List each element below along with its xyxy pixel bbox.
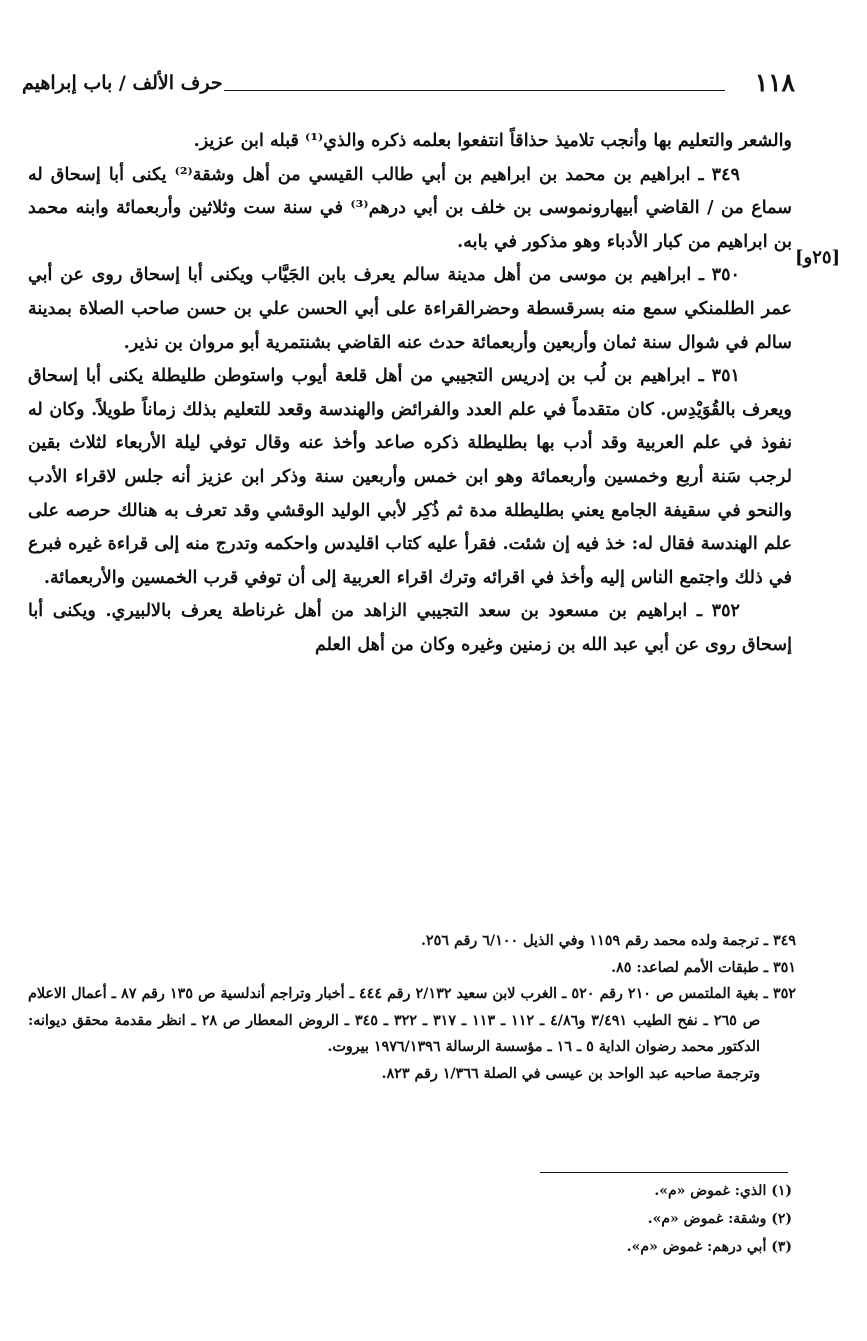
page-number: ١١٨: [754, 68, 795, 97]
entry-350: ٣٥٠ ـ ابراهيم بن موسى من أهل مدينة سالم يعرف بابن الجَيَّاب ويكنى أبا إسحاق روى عن أبي عمر الطلمنكي سمع منه بسرقسطة وحضرالقراءة على أبي الحسن علي بن حسن صاحب الصلاة بمدينة سالم في شوال سنة ثمان وأربعين وأربعمائة حدث عنه القاضي بشنتمرية أبو مروان بن نذير.: [28, 264, 792, 353]
running-title: حرف الألف / باب إبراهيم: [22, 72, 223, 94]
reference-352: ٣٥٢ ـ بغية الملتمس ص ٢١٠ رقم ٥٢٠ ـ الغرب لابن سعيد ٢/١٣٢ رقم ٤٤٤ ـ أخبار وتراجم أندلسية ص ١٣٥ رقم ٨٧ ـ أعمال الاعلام ص ٢٦٥ ـ نفح الطيب ٣/٤٩١ و٤/٨٦ ـ ١١٢ ـ ١١٣ ـ ٣١٧ ـ ٣٢٢ ـ ٣٤٥ ـ الروض المعطار ص ٢٨ ـ انظر مقدمة محقق ديوانه: الدكتور محمد رضوان الداية ٥ ـ ١٦ ـ مؤسسة الرسالة ١٩٧٦/١٣٩٦ بيروت.: [28, 986, 796, 1055]
footnote-3: (٣) أبي درهم: غموض «م».: [626, 1239, 792, 1255]
footnotes: [400, 1177, 792, 1261]
entry-349: ٣٤٩ ـ ابراهيم بن محمد بن ابراهيم بن أبي طالب القيسي من أهل وشقة⁽²⁾ يكنى أبا إسحاق له سماع من / القاضي أبيهارونموسى بن خلف بن أبي درهم⁽³⁾ في سنة ست وثلاثين وأربعمائة وابنه محمد بن ابراهيم من كبار الأدباء وهو مذكور في بابه.: [28, 163, 792, 252]
margin-folio-note: [٢٥و]: [795, 247, 841, 268]
reference-349: ٣٤٩ ـ ترجمة ولده محمد رقم ١١٥٩ وفي الذيل ٦/١٠٠ رقم ٢٥٦.: [420, 933, 796, 949]
reference-351: ٣٥١ ـ طبقات الأمم لصاعد: ٨٥.: [611, 959, 796, 976]
footnotes-rule: [540, 1172, 788, 1173]
paragraph-continuation: والشعر والتعليم بها وأنجب تلاميذ حذاقاً انتفعوا بعلمه ذكره والذي⁽¹⁾ قبله ابن عزيز.: [193, 130, 792, 151]
header-rule: [224, 90, 725, 91]
footnote-2: (٢) وشقة: غموض «م».: [647, 1211, 792, 1227]
reference-companion: وترجمة صاحبه عبد الواحد بن عيسى في الصلة ١/٣٦٦ رقم ٨٢٣.: [381, 1065, 760, 1082]
references-section: [28, 928, 796, 1087]
main-text: [28, 124, 792, 662]
entry-352: ٣٥٢ ـ ابراهيم بن مسعود بن سعد التجيبي الزاهد من أهل غرناطة يعرف بالالبيري. ويكنى أبا إسحاق روى عن أبي عبد الله بن زمنين وغيره وكان من أهل العلم: [28, 600, 792, 655]
footnote-1: (١) الذي: غموض «م».: [654, 1183, 792, 1199]
running-header: [22, 66, 795, 102]
entry-351: ٣٥١ ـ ابراهيم بن لُب بن إدريس التجيبي من أهل قلعة أيوب واستوطن طليطلة يكنى أبا إسحاق ويعرف بالقُوَيْدِس. كان متقدماً في علم العدد والفرائض والهندسة وقعد للتعليم بذلك زماناً طويلاً. وكان له نفوذ في علم العربية وقد أدب بها بطليطلة ذكره صاعد وأخذ عنه وقال توفي ليلة الأربعاء لثلاث بقين لرجب سَنة أربع وخمسين وأربعمائة وهو ابن خمس وأربعين سنة وذكر ابن عزيز أنه جلس لاقراء الأدب والنحو في سقيفة الجامع يعني بطليطلة مدة ثم ذُكِر لأبي الوليد الوقشي وقد تعرف به هنالك حرصه على علم الهندسة فقال له: خذ فيه إن شئت. فقرأ عليه كتاب اقليدس واحكمه وتدرج منه إلى قراءة غيره فبرع في ذلك واجتمع الناس إليه وأخذ في اقرائه وترك اقراء العربية إلى أن توفي قرب الخمسين والأربعمائة.: [28, 365, 792, 588]
